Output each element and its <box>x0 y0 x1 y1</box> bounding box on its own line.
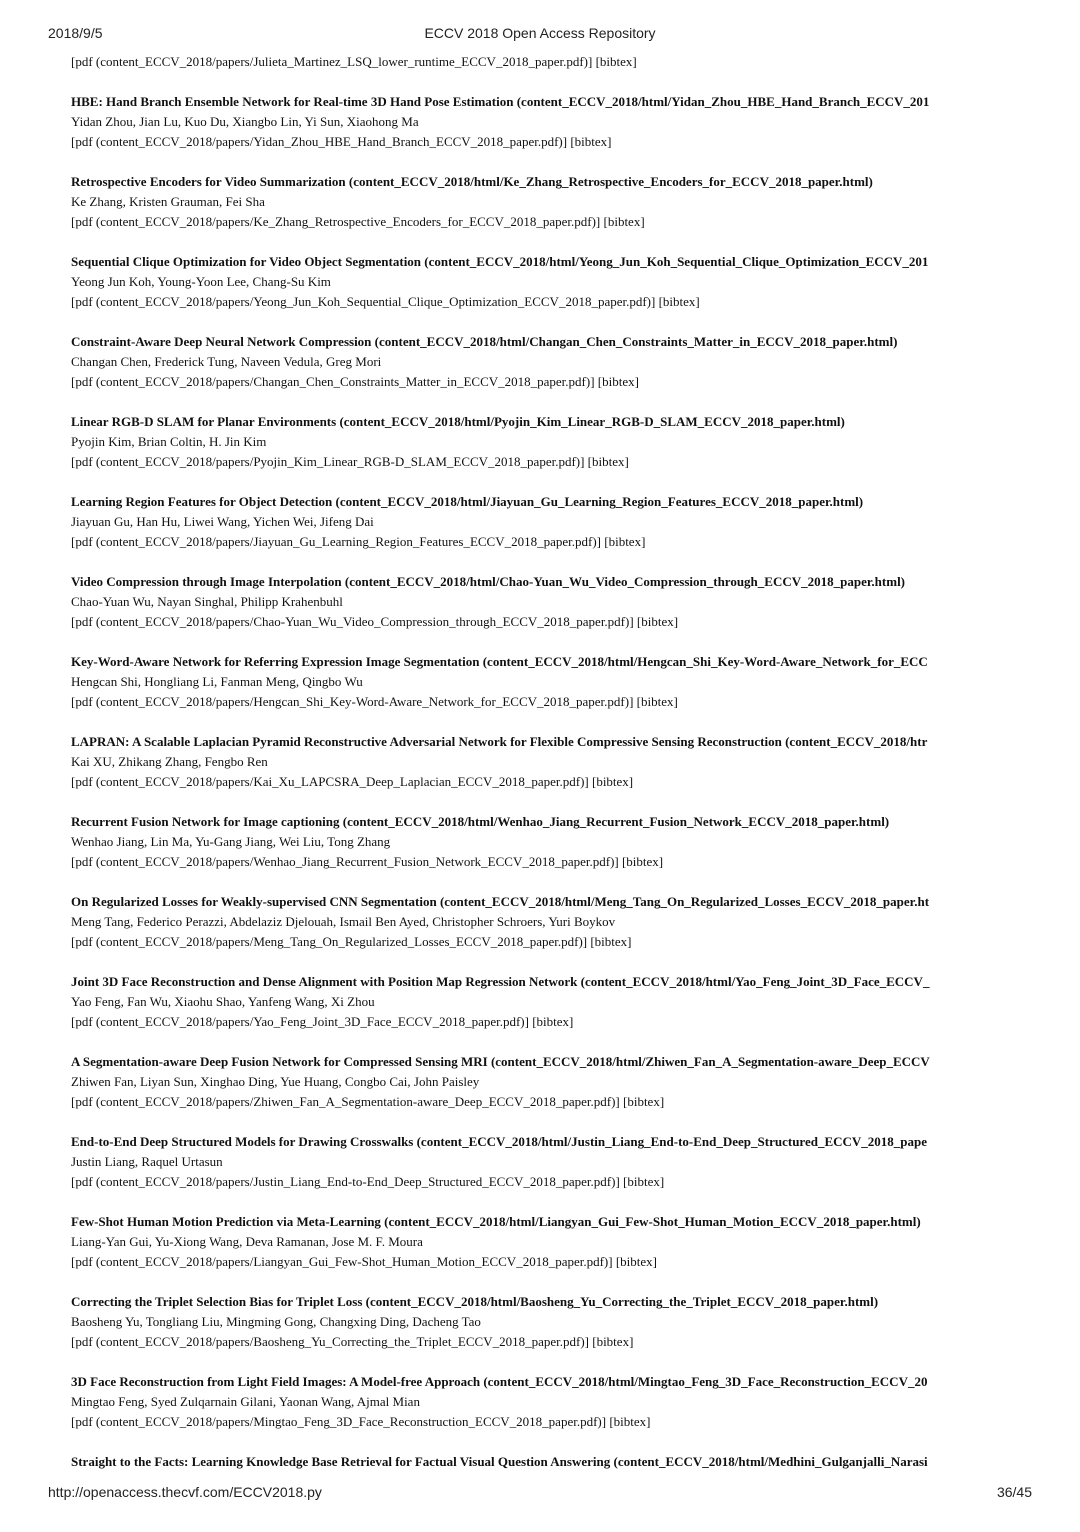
paper-links[interactable]: [pdf (content_ECCV_2018/papers/Jiayuan_Gu_Learning_Region_Features_ECCV_2018_paper.pdf)] [bibtex] <box>71 534 646 549</box>
paper-links[interactable]: [pdf (content_ECCV_2018/papers/Zhiwen_Fan_A_Segmentation-aware_Deep_ECCV_2018_paper.pdf)] [bibtex] <box>71 1094 665 1109</box>
paper-links[interactable]: [pdf (content_ECCV_2018/papers/Changan_Chen_Constraints_Matter_in_ECCV_2018_paper.pdf)] [bibtex] <box>71 374 639 389</box>
paper-entry <box>71 1132 1031 1212</box>
paper-title-link[interactable]: Video Compression through Image Interpolation (content_ECCV_2018/html/Chao-Yuan_Wu_Video_Compression_through_ECCV_2018_paper.html) <box>71 574 906 589</box>
paper-links[interactable]: [pdf (content_ECCV_2018/papers/Yidan_Zhou_HBE_Hand_Branch_ECCV_2018_paper.pdf)] [bibtex] <box>71 134 612 149</box>
paper-title-link[interactable]: Recurrent Fusion Network for Image captioning (content_ECCV_2018/html/Wenhao_Jiang_Recurrent_Fusion_Network_ECCV_2018_paper.html) <box>71 814 890 829</box>
paper-entry <box>71 1212 1031 1292</box>
paper-entry <box>71 1292 1031 1372</box>
paper-authors: Yao Feng, Fan Wu, Xiaohu Shao, Yanfeng Wang, Xi Zhou <box>71 994 375 1009</box>
paper-title-link[interactable]: Key-Word-Aware Network for Referring Expression Image Segmentation (content_ECCV_2018/html/Hengcan_Shi_Key-Word-Aware_Network_for_ECC <box>71 654 928 669</box>
paper-entry <box>71 652 1031 732</box>
paper-links[interactable]: [pdf (content_ECCV_2018/papers/Yeong_Jun_Koh_Sequential_Clique_Optimization_ECCV_2018_paper.pdf)] [bibtex] <box>71 294 700 309</box>
paper-title-link[interactable]: On Regularized Losses for Weakly-supervised CNN Segmentation (content_ECCV_2018/html/Meng_Tang_On_Regularized_Losses_ECCV_2018_paper.ht <box>71 894 930 909</box>
paper-links[interactable]: [pdf (content_ECCV_2018/papers/Pyojin_Kim_Linear_RGB-D_SLAM_ECCV_2018_paper.pdf)] [bibtex] <box>71 454 629 469</box>
paper-title-link[interactable]: Learning Region Features for Object Detection (content_ECCV_2018/html/Jiayuan_Gu_Learning_Region_Features_ECCV_2018_paper.html) <box>71 494 864 509</box>
paper-authors: Kai XU, Zhikang Zhang, Fengbo Ren <box>71 754 268 769</box>
paper-authors: Wenhao Jiang, Lin Ma, Yu-Gang Jiang, Wei Liu, Tong Zhang <box>71 834 391 849</box>
paper-authors: Jiayuan Gu, Han Hu, Liwei Wang, Yichen Wei, Jifeng Dai <box>71 514 374 529</box>
paper-title-link[interactable]: Correcting the Triplet Selection Bias for Triplet Loss (content_ECCV_2018/html/Baosheng_Yu_Correcting_the_Triplet_ECCV_2018_paper.html) <box>71 1294 879 1309</box>
page-title: ECCV 2018 Open Access Repository <box>424 25 656 41</box>
paper-title-link[interactable]: 3D Face Reconstruction from Light Field Images: A Model-free Approach (content_ECCV_2018/html/Mingtao_Feng_3D_Face_Reconstruction_ECCV_20 <box>71 1374 928 1389</box>
paper-title-link[interactable]: HBE: Hand Branch Ensemble Network for Real-time 3D Hand Pose Estimation (content_ECCV_2018/html/Yidan_Zhou_HBE_Hand_Branch_ECCV_201 <box>71 94 930 109</box>
paper-links[interactable]: [pdf (content_ECCV_2018/papers/Kai_Xu_LAPCSRA_Deep_Laplacian_ECCV_2018_paper.pdf)] [bibtex] <box>71 774 634 789</box>
paper-title-link[interactable]: A Segmentation-aware Deep Fusion Network for Compressed Sensing MRI (content_ECCV_2018/html/Zhiwen_Fan_A_Segmentation-aware_Deep_ECCV <box>71 1054 930 1069</box>
paper-entry <box>71 92 1031 172</box>
paper-entry <box>71 252 1031 332</box>
paper-authors: Meng Tang, Federico Perazzi, Abdelaziz Djelouah, Ismail Ben Ayed, Christopher Schroers, Yuri Boykov <box>71 914 616 929</box>
paper-links[interactable]: [pdf (content_ECCV_2018/papers/Yao_Feng_Joint_3D_Face_ECCV_2018_paper.pdf)] [bibtex] <box>71 1014 574 1029</box>
paper-authors: Ke Zhang, Kristen Grauman, Fei Sha <box>71 194 265 209</box>
paper-title-link[interactable]: Linear RGB-D SLAM for Planar Environments (content_ECCV_2018/html/Pyojin_Kim_Linear_RGB-D_SLAM_ECCV_2018_paper.html) <box>71 414 845 429</box>
print-date: 2018/9/5 <box>48 25 103 41</box>
paper-title-link[interactable]: Straight to the Facts: Learning Knowledge Base Retrieval for Factual Visual Question Answering (content_ECCV_2018/html/Medhini_Gulganjalli_Narasi <box>71 1454 928 1469</box>
paper-links[interactable]: [pdf (content_ECCV_2018/papers/Ke_Zhang_Retrospective_Encoders_for_ECCV_2018_paper.pdf)] [bibtex] <box>71 214 645 229</box>
paper-authors: Zhiwen Fan, Liyan Sun, Xinghao Ding, Yue Huang, Congbo Cai, John Paisley <box>71 1074 480 1089</box>
paper-authors: Hengcan Shi, Hongliang Li, Fanman Meng, Qingbo Wu <box>71 674 363 689</box>
paper-authors: Mingtao Feng, Syed Zulqarnain Gilani, Yaonan Wang, Ajmal Mian <box>71 1394 420 1409</box>
paper-authors: Baosheng Yu, Tongliang Liu, Mingming Gong, Changxing Ding, Dacheng Tao <box>71 1314 481 1329</box>
paper-entry <box>71 972 1031 1052</box>
paper-title-link[interactable]: Joint 3D Face Reconstruction and Dense Alignment with Position Map Regression Network (content_ECCV_2018/html/Yao_Feng_Joint_3D_Face_ECCV_ <box>71 974 930 989</box>
paper-links[interactable]: [pdf (content_ECCV_2018/papers/Justin_Liang_End-to-End_Deep_Structured_ECCV_2018_paper.pdf)] [bibtex] <box>71 1174 665 1189</box>
paper-authors: Changan Chen, Frederick Tung, Naveen Vedula, Greg Mori <box>71 354 382 369</box>
paper-title-link[interactable]: Constraint-Aware Deep Neural Network Compression (content_ECCV_2018/html/Changan_Chen_Constraints_Matter_in_ECCV_2018_paper.html) <box>71 334 898 349</box>
paper-authors: Pyojin Kim, Brian Coltin, H. Jin Kim <box>71 434 267 449</box>
paper-links[interactable]: [pdf (content_ECCV_2018/papers/Baosheng_Yu_Correcting_the_Triplet_ECCV_2018_paper.pdf)] [bibtex] <box>71 1334 634 1349</box>
paper-entry <box>71 732 1031 812</box>
paper-links[interactable]: [pdf (content_ECCV_2018/papers/Wenhao_Jiang_Recurrent_Fusion_Network_ECCV_2018_paper.pdf)] [bibtex] <box>71 854 664 869</box>
paper-title-link[interactable]: Sequential Clique Optimization for Video Object Segmentation (content_ECCV_2018/html/Yeong_Jun_Koh_Sequential_Clique_Optimization_ECCV_201 <box>71 254 929 269</box>
paper-entry <box>71 572 1031 652</box>
paper-title-link[interactable]: Few-Shot Human Motion Prediction via Meta-Learning (content_ECCV_2018/html/Liangyan_Gui_Few-Shot_Human_Motion_ECCV_2018_paper.html) <box>71 1214 921 1229</box>
paper-title-link[interactable]: LAPRAN: A Scalable Laplacian Pyramid Reconstructive Adversarial Network for Flexible Compressive Sensing Reconstruction (content_ECCV_2018/htr <box>71 734 928 749</box>
paper-entries <box>71 92 1031 1532</box>
paper-title-link[interactable]: End-to-End Deep Structured Models for Drawing Crosswalks (content_ECCV_2018/html/Justin_Liang_End-to-End_Deep_Structured_ECCV_2018_pape <box>71 1134 928 1149</box>
paper-entry <box>71 1372 1031 1452</box>
paper-entry <box>71 332 1031 412</box>
paper-entry <box>71 892 1031 972</box>
paper-entry-previous <box>71 52 1031 92</box>
paper-authors: Yidan Zhou, Jian Lu, Kuo Du, Xiangbo Lin, Yi Sun, Xiaohong Ma <box>71 114 419 129</box>
paper-links[interactable]: [pdf (content_ECCV_2018/papers/Meng_Tang_On_Regularized_Losses_ECCV_2018_paper.pdf)] [bibtex] <box>71 934 632 949</box>
paper-links[interactable]: [pdf (content_ECCV_2018/papers/Hengcan_Shi_Key-Word-Aware_Network_for_ECCV_2018_paper.pdf)] [bibtex] <box>71 694 678 709</box>
paper-entry <box>71 412 1031 492</box>
paper-links[interactable]: [pdf (content_ECCV_2018/papers/Chao-Yuan_Wu_Video_Compression_through_ECCV_2018_paper.pdf)] [bibtex] <box>71 614 679 629</box>
page-number: 36/45 <box>996 1484 1032 1500</box>
paper-authors: Yeong Jun Koh, Young-Yoon Lee, Chang-Su Kim <box>71 274 331 289</box>
paper-list <box>71 52 1031 1532</box>
paper-authors: Liang-Yan Gui, Yu-Xiong Wang, Deva Ramanan, Jose M. F. Moura <box>71 1234 423 1249</box>
paper-entry <box>71 172 1031 252</box>
paper-title-link[interactable]: Retrospective Encoders for Video Summarization (content_ECCV_2018/html/Ke_Zhang_Retrospective_Encoders_for_ECCV_2018_paper.html) <box>71 174 873 189</box>
paper-entry <box>71 1052 1031 1132</box>
paper-links[interactable]: [pdf (content_ECCV_2018/papers/Julieta_Martinez_LSQ_lower_runtime_ECCV_2018_paper.pdf)] [bibtex] <box>71 54 637 69</box>
paper-authors: Chao-Yuan Wu, Nayan Singhal, Philipp Krahenbuhl <box>71 594 343 609</box>
paper-authors: Justin Liang, Raquel Urtasun <box>71 1154 223 1169</box>
paper-links[interactable]: [pdf (content_ECCV_2018/papers/Liangyan_Gui_Few-Shot_Human_Motion_ECCV_2018_paper.pdf)] [bibtex] <box>71 1254 657 1269</box>
paper-entry <box>71 492 1031 572</box>
paper-links[interactable]: [pdf (content_ECCV_2018/papers/Mingtao_Feng_3D_Face_Reconstruction_ECCV_2018_paper.pdf)] [bibtex] <box>71 1414 651 1429</box>
page-url: http://openaccess.thecvf.com/ECCV2018.py <box>48 1484 322 1500</box>
paper-entry <box>71 812 1031 892</box>
